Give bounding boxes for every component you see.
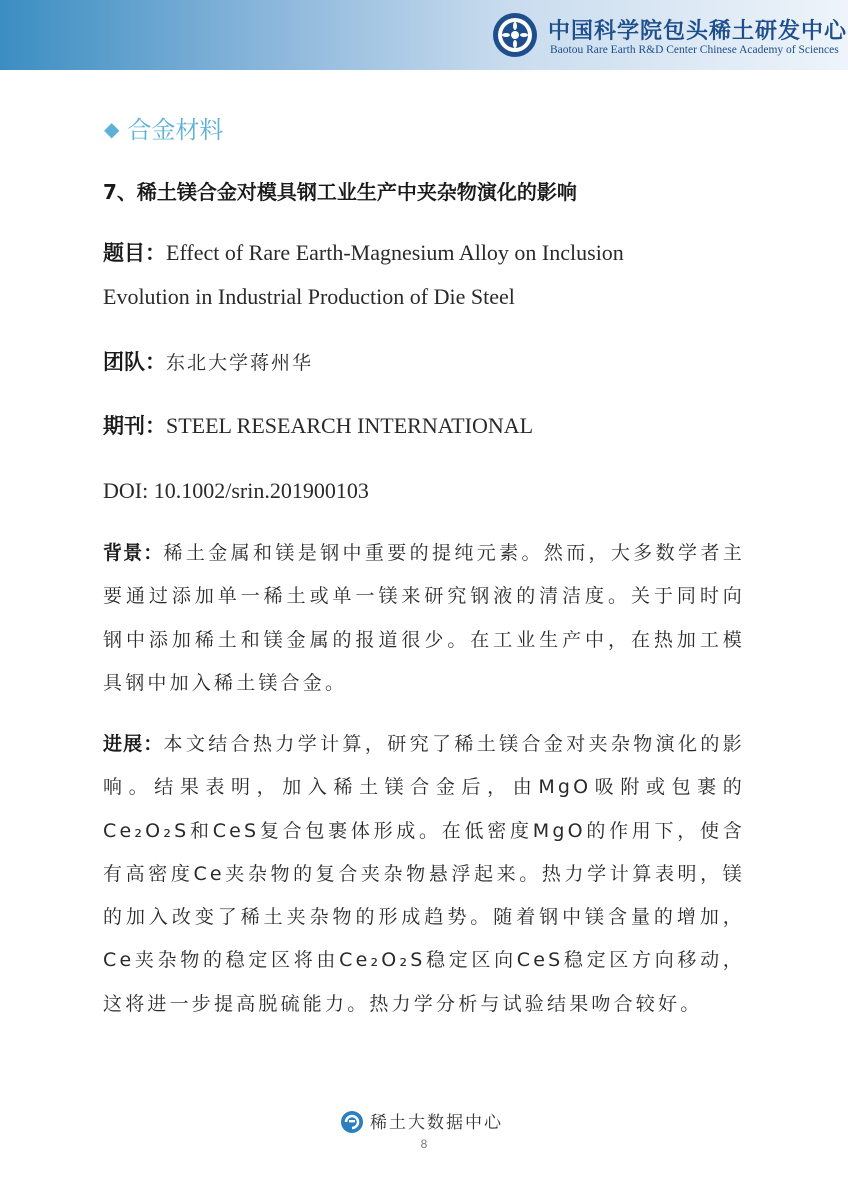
page-header [0, 0, 848, 70]
background-paragraph [103, 532, 745, 705]
org-name-cn: 中国科学院包头稀土研发中心 [548, 19, 848, 44]
big-data-logo-icon [340, 1110, 364, 1134]
topic-line-2: Evolution in Industrial Production of Die Steel [103, 284, 515, 309]
journal-value: STEEL RESEARCH INTERNATIONAL [166, 413, 534, 438]
progress-label: 进展： [103, 733, 164, 755]
diamond-bullet-icon: ◆ [104, 117, 120, 141]
section-heading [104, 110, 223, 145]
journal-label: 期刊： [103, 414, 166, 438]
background-label: 背景： [103, 542, 164, 564]
footer-text: 稀土大数据中心 [370, 1113, 503, 1133]
org-name-en: Baotou Rare Earth R&D Center Chinese Academy of Sciences [550, 44, 839, 56]
journal-field [103, 404, 753, 448]
topic-field [103, 231, 753, 319]
background-text: 稀土金属和镁是钢中重要的提纯元素。然而，大多数学者主要通过添加单一稀土或单一镁来研究钢液的清洁度。关于同时向钢中添加稀土和镁金属的报道很少。在工业生产中，在热加工模具钢中加入稀土镁合金。 [103, 542, 745, 694]
progress-text: 本文结合热力学计算，研究了稀土镁合金对夹杂物演化的影响。结果表明，加入稀土镁合金后，由MgO吸附或包裹的Ce₂O₂S和CeS复合包裹体形成。在低密度MgO的作用下，使含有高密度Ce夹杂物的复合夹杂物悬浮起来。热力学计算表明，镁的加入改变了稀土夹杂物的形成趋势。随着钢中镁含量的增加，Ce夹杂物的稳定区将由Ce₂O₂S稳定区向CeS稳定区方向移动，这将进一步提高脱硫能力。热力学分析与试验结果吻合较好。 [103, 733, 745, 1015]
topic-line-1: Effect of Rare Earth-Magnesium Alloy on Inclusion [166, 240, 624, 265]
doi-field [103, 469, 753, 513]
cas-emblem-icon [492, 12, 538, 58]
progress-paragraph [103, 723, 745, 1026]
topic-label: 题目： [103, 241, 166, 265]
doi-value: DOI: 10.1002/srin.201900103 [103, 478, 369, 503]
page-number: 8 [420, 1137, 428, 1151]
team-field [103, 340, 753, 385]
article-title: 7、稀土镁合金对模具钢工业生产中夹杂物演化的影响 [103, 180, 577, 204]
team-label: 团队： [103, 350, 166, 374]
section-title: 合金材料 [127, 116, 224, 144]
team-value: 东北大学蒋州华 [166, 352, 314, 374]
